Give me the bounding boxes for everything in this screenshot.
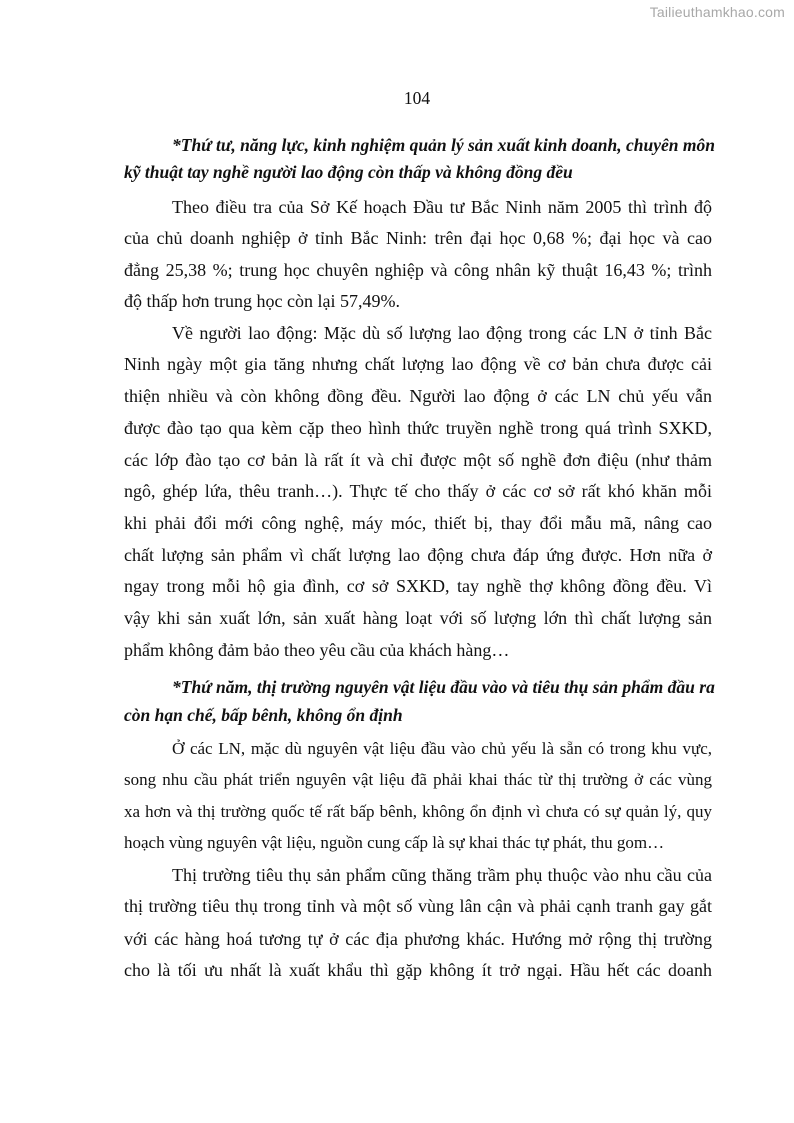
paragraph-line: hoạch vùng nguyên vật liệu, nguồn cung cấp là sự khai thác tự phát, thu gom… <box>124 833 665 852</box>
paragraph-line: Thị trường tiêu thụ sản phẩm cũng thăng trầm phụ thuộc vào nhu cầu của <box>172 865 712 885</box>
paragraph-line: xa hơn và thị trường quốc tế rất bấp bênh, không ổn định vì chưa có sự quản lý, quy <box>124 802 712 821</box>
paragraph-line: thị trường tiêu thụ trong tỉnh và một số vùng lân cận và phải cạnh tranh gay gắt <box>124 896 712 916</box>
heading-line: *Thứ năm, thị trường nguyên vật liệu đầu vào và tiêu thụ sản phẩm đầu ra <box>172 677 715 697</box>
watermark-text: Tailieuthamkhao.com <box>649 4 785 20</box>
paragraph-line: độ thấp hơn trung học còn lại 57,49%. <box>124 291 400 311</box>
heading-line: còn hạn chế, bấp bênh, không ổn định <box>124 705 403 725</box>
paragraph-line: được đào tạo qua kèm cặp theo hình thức truyền nghề trong quá trình SXKD, <box>124 418 712 438</box>
paragraph-line: song nhu cầu phát triển nguyên vật liệu đã phải khai thác từ thị trường ở các vùng <box>124 770 712 789</box>
page-number: 104 <box>403 88 431 108</box>
paragraph-line: ngô, ghép lứa, thêu tranh…). Thực tế cho thấy ở các cơ sở rất khó khăn mỗi <box>124 481 712 501</box>
paragraph-line: ngay trong mỗi hộ gia đình, cơ sở SXKD, tay nghề thợ không đồng đều. Vì <box>124 576 712 596</box>
heading-line: *Thứ tư, năng lực, kinh nghiệm quản lý sản xuất kinh doanh, chuyên môn <box>172 135 715 155</box>
paragraph-line: cho là tối ưu nhất là xuất khẩu thì gặp không ít trở ngại. Hầu hết các doanh <box>124 960 712 980</box>
paragraph-line: Ninh ngày một gia tăng nhưng chất lượng lao động về cơ bản chưa được cải <box>124 354 712 374</box>
paragraph-line: Về người lao động: Mặc dù số lượng lao động trong các LN ở tỉnh Bắc <box>172 323 712 343</box>
paragraph-line: của chủ doanh nghiệp ở tỉnh Bắc Ninh: trên đại học 0,68 %; đại học và cao <box>124 228 712 248</box>
paragraph-line: phẩm không đảm bảo theo yêu cầu của khách hàng… <box>124 640 510 660</box>
paragraph-line: các lớp đào tạo cơ bản là rất ít và chỉ được một số nghề đơn điệu (như thảm <box>124 450 712 470</box>
paragraph-line: với các hàng hoá tương tự ở các địa phương khác. Hướng mở rộng thị trường <box>124 929 712 949</box>
paragraph-line: chất lượng sản phẩm vì chất lượng lao động chưa đáp ứng được. Hơn nữa ở <box>124 545 712 565</box>
paragraph-line: đẳng 25,38 %; trung học chuyên nghiệp và công nhân kỹ thuật 16,43 %; trình <box>124 260 712 280</box>
paragraph-line: thiện nhiều và còn không đồng đều. Người lao động ở các LN chủ yếu vẫn <box>124 386 712 406</box>
paragraph-line: Theo điều tra của Sở Kế hoạch Đầu tư Bắc Ninh năm 2005 thì trình độ <box>172 197 712 217</box>
paragraph-line: vậy khi sản xuất lớn, sản xuất hàng loạt với số lượng lớn thì chất lượng sản <box>124 608 712 628</box>
paragraph-line: Ở các LN, mặc dù nguyên vật liệu đầu vào chủ yếu là sẵn có trong khu vực, <box>172 739 712 758</box>
heading-line: kỹ thuật tay nghề người lao động còn thấp và không đồng đều <box>124 162 573 182</box>
paragraph-line: khi phải đổi mới công nghệ, máy móc, thiết bị, thay đổi mẫu mã, nâng cao <box>124 513 712 533</box>
